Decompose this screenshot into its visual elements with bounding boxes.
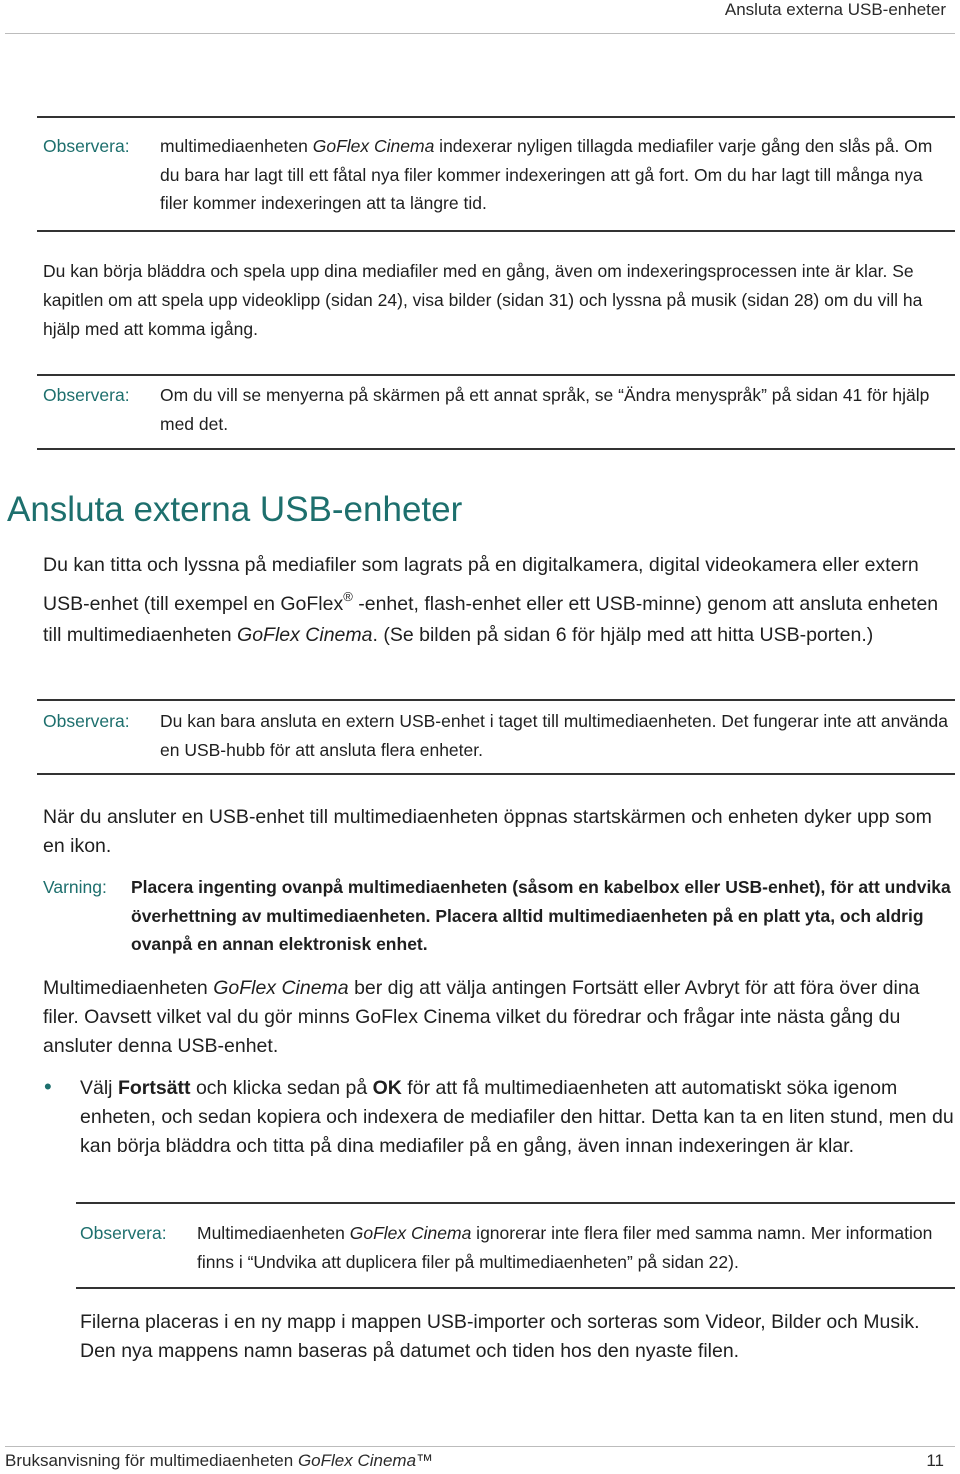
product-name: GoFlex Cinema	[213, 977, 349, 999]
note-divider-top	[37, 374, 955, 376]
note-single-usb	[43, 707, 952, 764]
note-indexing	[43, 132, 952, 218]
running-header: Ansluta externa USB-enheter	[724, 0, 946, 19]
note-text: multimediaenheten GoFlex Cinema indexerar nyligen tillagda mediafiler varje gång den slås på. Om du bara har lagt till ett fåtal nya filer kommer indexeringen att gå fort. Om du har lagt till många nya filer kommer indexeringen att ta längre tid.	[160, 136, 933, 213]
bullet-item-continue: Välj Fortsätt och klicka sedan på OK för att få multimediaenheten att automatiskt söka igenom enheten, och sedan kopiera och indexera de mediafiler den hittar. Detta kan ta en liten stund, men du kan börja bläddra och titta på dina mediafiler på en gång, även innan indexeringen är klar.	[80, 1077, 954, 1157]
warning-text: Placera ingenting ovanpå multimediaenheten (såsom en kabelbox eller USB-enhet), för att undvika överhettning av multimediaenheten. Placera alltid multimediaenheten på en platt yta, och aldrig ovanpå en annan elektronisk enhet.	[131, 877, 951, 954]
note-label: Observera:	[43, 136, 130, 156]
note-language	[43, 381, 952, 438]
note-divider-top	[37, 699, 955, 701]
paragraph-usb-intro: Du kan titta och lyssna på mediafiler som lagrats på en digitalkamera, digital videokamera eller extern USB-enhet (till exempel en GoFlex® -enhet, flash-enhet eller ett USB-minne) genom att ansluta enheten till multimediaenheten GoFlex Cinema. (Se bilden på sidan 6 för hjälp med att hitta USB-porten.)	[43, 554, 939, 646]
note-divider-top	[76, 1202, 955, 1204]
note-duplicates	[80, 1219, 952, 1276]
footer-title: Bruksanvisning för multimediaenheten GoFlex Cinema™	[5, 1451, 434, 1470]
bullet-marker: •	[44, 1074, 52, 1099]
product-name: GoFlex Cinema	[312, 136, 435, 156]
warning-label: Varning:	[43, 877, 107, 897]
note-text: Du kan bara ansluta en extern USB-enhet i taget till multimediaenheten. Det fungerar inte att använda en USB-hubb för att ansluta flera enheter.	[160, 711, 948, 760]
note-divider-bottom	[76, 1287, 955, 1289]
section-heading: Ansluta externa USB-enheter	[7, 490, 463, 529]
paragraph-connect: När du ansluter en USB-enhet till multimediaenheten öppnas startskärmen och enheten dyker upp som en ikon.	[43, 806, 932, 857]
product-name: GoFlex Cinema	[237, 624, 373, 646]
product-name: GoFlex Cinema	[349, 1223, 472, 1243]
ui-term-ok: OK	[372, 1077, 402, 1099]
note-label: Observera:	[43, 711, 130, 731]
note-divider-bottom	[37, 230, 955, 232]
note-text: Om du vill se menyerna på skärmen på ett annat språk, se “Ändra menyspråk” på sidan 41 för hjälp med det.	[160, 385, 930, 434]
paragraph-folders: Filerna placeras i en ny mapp i mappen USB-importer och sorteras som Videor, Bilder och Musik. Den nya mappens namn baseras på datumet och tiden hos den nyaste filen.	[80, 1311, 920, 1362]
product-name: GoFlex Cinema™	[297, 1451, 434, 1470]
note-divider-bottom	[37, 448, 955, 450]
warning-overheating	[43, 873, 952, 959]
ui-term-continue: Fortsätt	[117, 1077, 191, 1099]
registered-mark: ®	[343, 589, 353, 604]
paragraph-browse: Du kan börja bläddra och spela upp dina mediafiler med en gång, även om indexeringsprocessen inte är klar. Se kapitlen om att spela upp videoklipp (sidan 24), visa bilder (sidan 31) och lyssna på musik (sidan 28) om du vill ha hjälp med att komma igång.	[43, 261, 923, 339]
note-text: Multimediaenheten GoFlex Cinema ignorerar inte flera filer med samma namn. Mer information finns i “Undvika att duplicera filer på multimediaenheten” på sidan 22).	[197, 1223, 933, 1272]
note-label: Observera:	[80, 1223, 167, 1243]
page-number: 11	[926, 1451, 944, 1470]
note-divider-top	[37, 116, 955, 118]
footer-divider	[5, 1446, 955, 1447]
note-label: Observera:	[43, 385, 130, 405]
header-divider	[5, 33, 955, 34]
note-divider-bottom	[37, 773, 955, 775]
paragraph-continue-cancel: Multimediaenheten GoFlex Cinema ber dig att välja antingen Fortsätt eller Avbryt för att föra över dina filer. Oavsett vilket val du gör minns GoFlex Cinema vilket du föredrar och frågar inte nästa gång du ansluter denna USB-enhet.	[43, 977, 920, 1057]
